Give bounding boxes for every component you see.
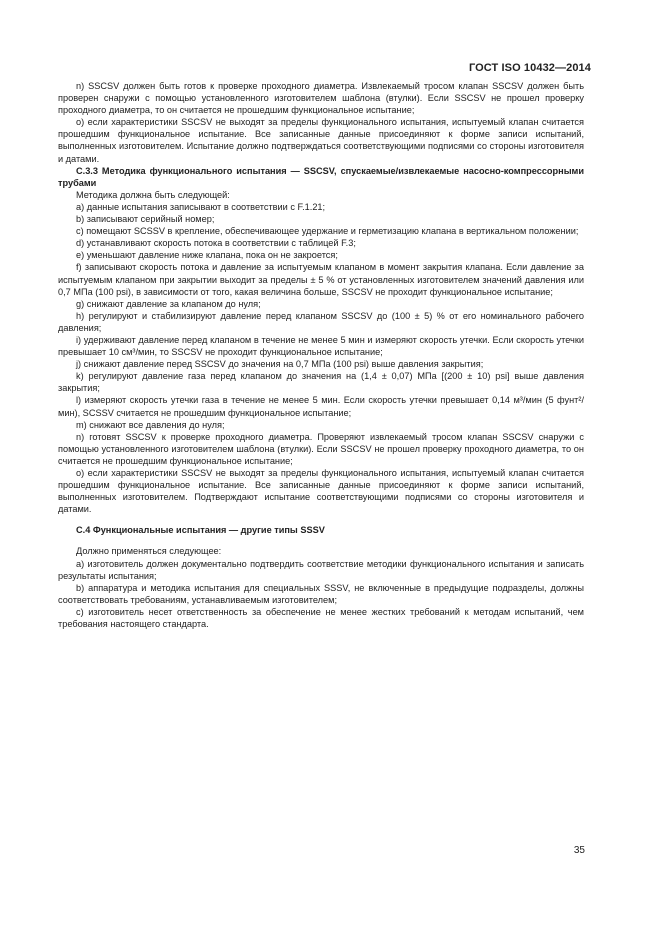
page-number: 35 (573, 845, 585, 856)
paragraph: l) измеряют скорость утечки газа в течение не менее 5 мин. Если скорость утечки превышает 0,14 м³/мин (5 фунт²/мин), SCSSV считается не прошедшим функциональное испытание; (58, 395, 584, 418)
paragraph: e) уменьшают давление ниже клапана, пока он не закроется; (76, 250, 338, 261)
paragraph: c) помещают SCSSV в крепление, обеспечивающее удержание и герметизацию клапана в вертикальном положении; (76, 226, 579, 237)
paragraph: a) данные испытания записывают в соответствии с F.1.21; (76, 201, 326, 212)
paragraph: m) снижают все давления до нуля; (76, 419, 225, 430)
section-heading: С.4 Функциональные испытания — другие типы SSSV (76, 525, 325, 536)
paragraph: h) регулируют и стабилизируют давление перед клапаном SSCSV до (100 ± 5) % от его номинального рабочего давления; (58, 310, 584, 333)
paragraph: i) удерживают давление перед клапаном в течение не менее 5 мин и измеряют скорость утечки. Если скорость утечки превышает 10 см³/мин, то SSCSV не проходит функциональное испытание; (58, 334, 584, 358)
paragraph: b) записывают серийный номер; (76, 214, 215, 225)
paragraph: a) изготовитель должен документально подтвердить соответствие методики функционального испытания и записать результаты испытания; (58, 558, 584, 581)
paragraph: Методика должна быть следующей: (76, 189, 230, 200)
section-heading: С.3.3 Методика функционального испытания — SSCSV, спускаемые/извлекаемые насосно-компрессорными трубами (58, 165, 584, 188)
paragraph: o) если характеристики SSCSV не выходят за пределы функционального испытания, испытуемый клапан считается прошедшим функциональное испытание. Все записанные данные присоединяют к форме записи испытаний, выполненных изготовителем. Подтверждают испытание соответствующими подписями со стороны изготовителя и датами. (58, 468, 584, 515)
paragraph: o) если характеристики SSCSV не выходят за пределы функционального испытания, испытуемый клапан считается прошедшим функциональное испытание. Все записанные данные присоединяют к форме записи испытаний, выполненных изготовителем. Испытание должно подтверждаться соответствующими подписями со стороны изготовителя и датами. (58, 117, 584, 164)
paragraph: f) записывают скорость потока и давление за испытуемым клапаном в момент закрытия клапана. Если давление за испытуемым клапаном при закрытии выходит за пределы ± 5 % от установленных изготовителем значений давления или 0,7 МПа (100 psi), в зависимости от того, какая величина больше, SSCSV не проходит функциональное испытание; (58, 262, 584, 297)
paragraph: c) изготовитель несет ответственность за обеспечение не менее жестких требований к методам испытаний, чем требования настоящего стандарта. (58, 606, 584, 630)
document-header: ГОСТ ISO 10432—2014 (468, 62, 591, 74)
paragraph: n) готовят SSCSV к проверке проходного диаметра. Проверяют извлекаемый тросом клапан SSCSV снаружи с помощью установленного изготовителем шаблона (втулки). Если SSCSV не прошел проверку проходного диаметра, то он считается не прошедшим функциональное испытание; (58, 431, 584, 466)
paragraph: k) регулируют давление газа перед клапаном до значения на (1,4 ± 0,07) МПа [(200 ± 10) psi] выше давления закрытия; (58, 371, 584, 394)
paragraph: j) снижают давление перед SSCSV до значения на 0,7 МПа (100 psi) выше давления закрытия; (76, 359, 484, 370)
paragraph: b) аппаратура и методика испытания для специальных SSSV, не включенные в предыдущие подразделы, должны соответствовать требованиям, устанавливаемым изготовителем; (58, 582, 584, 605)
paragraph: n) SSCSV должен быть готов к проверке проходного диаметра. Извлекаемый тросом клапан SSCSV должен быть проверен снаружи с помощью установленного изготовителем шаблона (втулки). Если SSCSV не прошел проверку проходного диаметра, то он считается не прошедшим функциональное испытание; (58, 81, 584, 116)
document-body (58, 80, 584, 630)
paragraph: Должно применяться следующее: (76, 546, 222, 557)
paragraph: d) устанавливают скорость потока в соответствии с таблицей F.3; (76, 238, 356, 249)
paragraph: g) снижают давление за клапаном до нуля; (76, 298, 261, 309)
